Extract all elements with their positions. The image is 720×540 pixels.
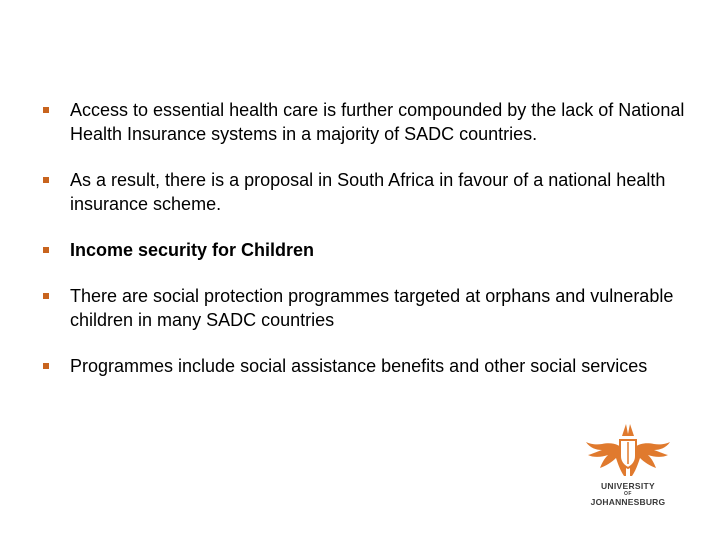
bullet-marker-icon <box>43 177 49 183</box>
logo-text-university: UNIVERSITY <box>600 481 655 491</box>
bullet-text: There are social protection programmes targeted at orphans and vulnerable children in many SADC countries <box>70 286 674 330</box>
logo-text-of: OF <box>624 491 632 497</box>
bullet-marker-icon <box>43 107 49 113</box>
bullet-item <box>40 168 690 216</box>
bullet-item <box>40 98 690 146</box>
bullet-marker-icon <box>43 247 49 253</box>
bullet-item-heading <box>40 238 690 262</box>
university-crest-icon <box>586 422 670 478</box>
logo-text-johannesburg: JOHANNESBURG <box>590 497 666 507</box>
university-logo <box>578 422 678 512</box>
bullet-item <box>40 354 690 378</box>
bullet-text: Access to essential health care is further compounded by the lack of National Health Insurance systems in a majority of SADC countries. <box>70 100 685 144</box>
bullet-marker-icon <box>43 293 49 299</box>
bullet-text: Income security for Children <box>70 240 315 260</box>
bullet-item <box>40 284 690 332</box>
bullet-list <box>40 98 690 400</box>
bullet-text: Programmes include social assistance benefits and other social services <box>70 356 648 376</box>
bullet-text: As a result, there is a proposal in South Africa in favour of a national health insurance scheme. <box>70 170 666 214</box>
bullet-marker-icon <box>43 363 49 369</box>
